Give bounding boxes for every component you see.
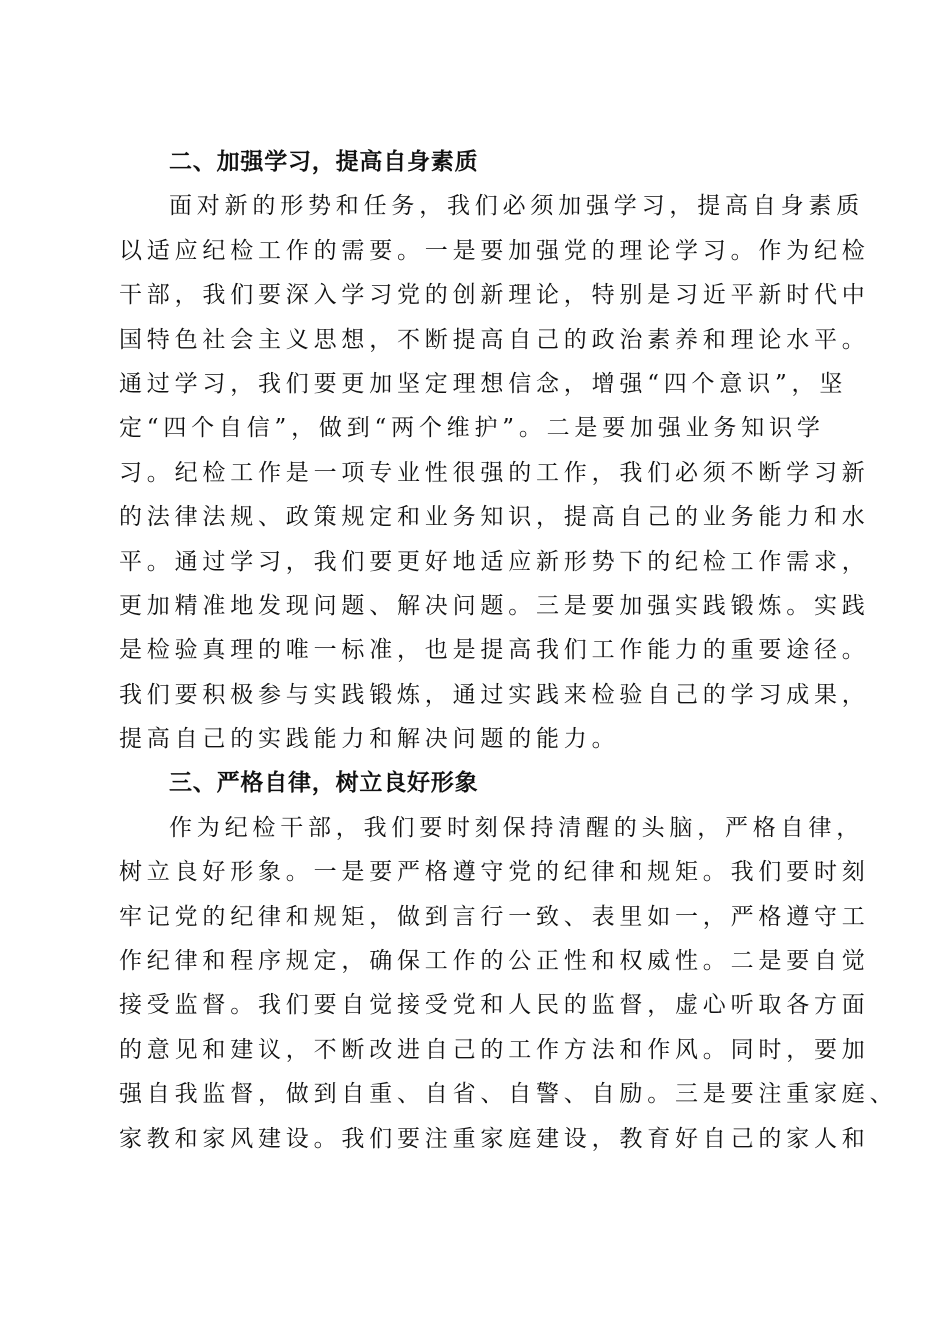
- paragraph-line: 强自我监督，做到自重、自省、自警、自励。三是要注重家庭、: [119, 1081, 898, 1108]
- paragraph-line: 以适应纪检工作的需要。一是要加强党的理论学习。作为纪检: [119, 237, 870, 264]
- paragraph-line: 习。纪检工作是一项专业性很强的工作，我们必须不断学习新: [119, 459, 870, 486]
- paragraph-line: 接受监督。我们要自觉接受党和人民的监督，虚心听取各方面: [119, 992, 870, 1019]
- paragraph-line: 我们要积极参与实践锻炼，通过实践来检验自己的学习成果，: [119, 681, 870, 708]
- paragraph-line: 树立良好形象。一是要严格遵守党的纪律和规矩。我们要时刻: [119, 859, 870, 886]
- document-body: [119, 140, 898, 1161]
- paragraph-line: 干部，我们要深入学习党的创新理论，特别是习近平新时代中: [119, 282, 870, 309]
- paragraph-line: 作纪律和程序规定，确保工作的公正性和权威性。二是要自觉: [119, 948, 870, 975]
- paragraph-line: 的法律法规、政策规定和业务知识，提高自己的业务能力和水: [119, 504, 870, 531]
- paragraph-line: 定“四个自信”，做到“两个维护”。二是要加强业务知识学: [119, 415, 825, 442]
- paragraph-line: 平。通过学习，我们要更好地适应新形势下的纪检工作需求，: [119, 548, 870, 575]
- paragraph-line: 国特色社会主义思想，不断提高自己的政治素养和理论水平。: [119, 326, 870, 353]
- paragraph-line: 作为纪检干部，我们要时刻保持清醒的头脑，严格自律，: [169, 814, 864, 841]
- paragraph-line: 是检验真理的唯一标准，也是提高我们工作能力的重要途径。: [119, 637, 870, 664]
- paragraph-line: 面对新的形势和任务，我们必须加强学习，提高自身素质: [169, 193, 864, 220]
- section-heading-3: 三、严格自律，树立良好形象: [169, 770, 479, 797]
- paragraph-line: 提高自己的实践能力和解决问题的能力。: [119, 726, 620, 753]
- paragraph-line: 家教和家风建设。我们要注重家庭建设，教育好自己的家人和: [119, 1125, 870, 1152]
- section-heading-2: 二、加强学习，提高自身素质: [169, 149, 479, 175]
- paragraph-line: 牢记党的纪律和规矩，做到言行一致、表里如一，严格遵守工: [119, 903, 870, 930]
- paragraph-line: 更加精准地发现问题、解决问题。三是要加强实践锻炼。实践: [119, 592, 870, 619]
- paragraph-line: 的意见和建议，不断改进自己的工作方法和作风。同时，要加: [119, 1036, 870, 1063]
- paragraph-line: 通过学习，我们要更加坚定理想信念，增强“四个意识”，坚: [119, 370, 848, 397]
